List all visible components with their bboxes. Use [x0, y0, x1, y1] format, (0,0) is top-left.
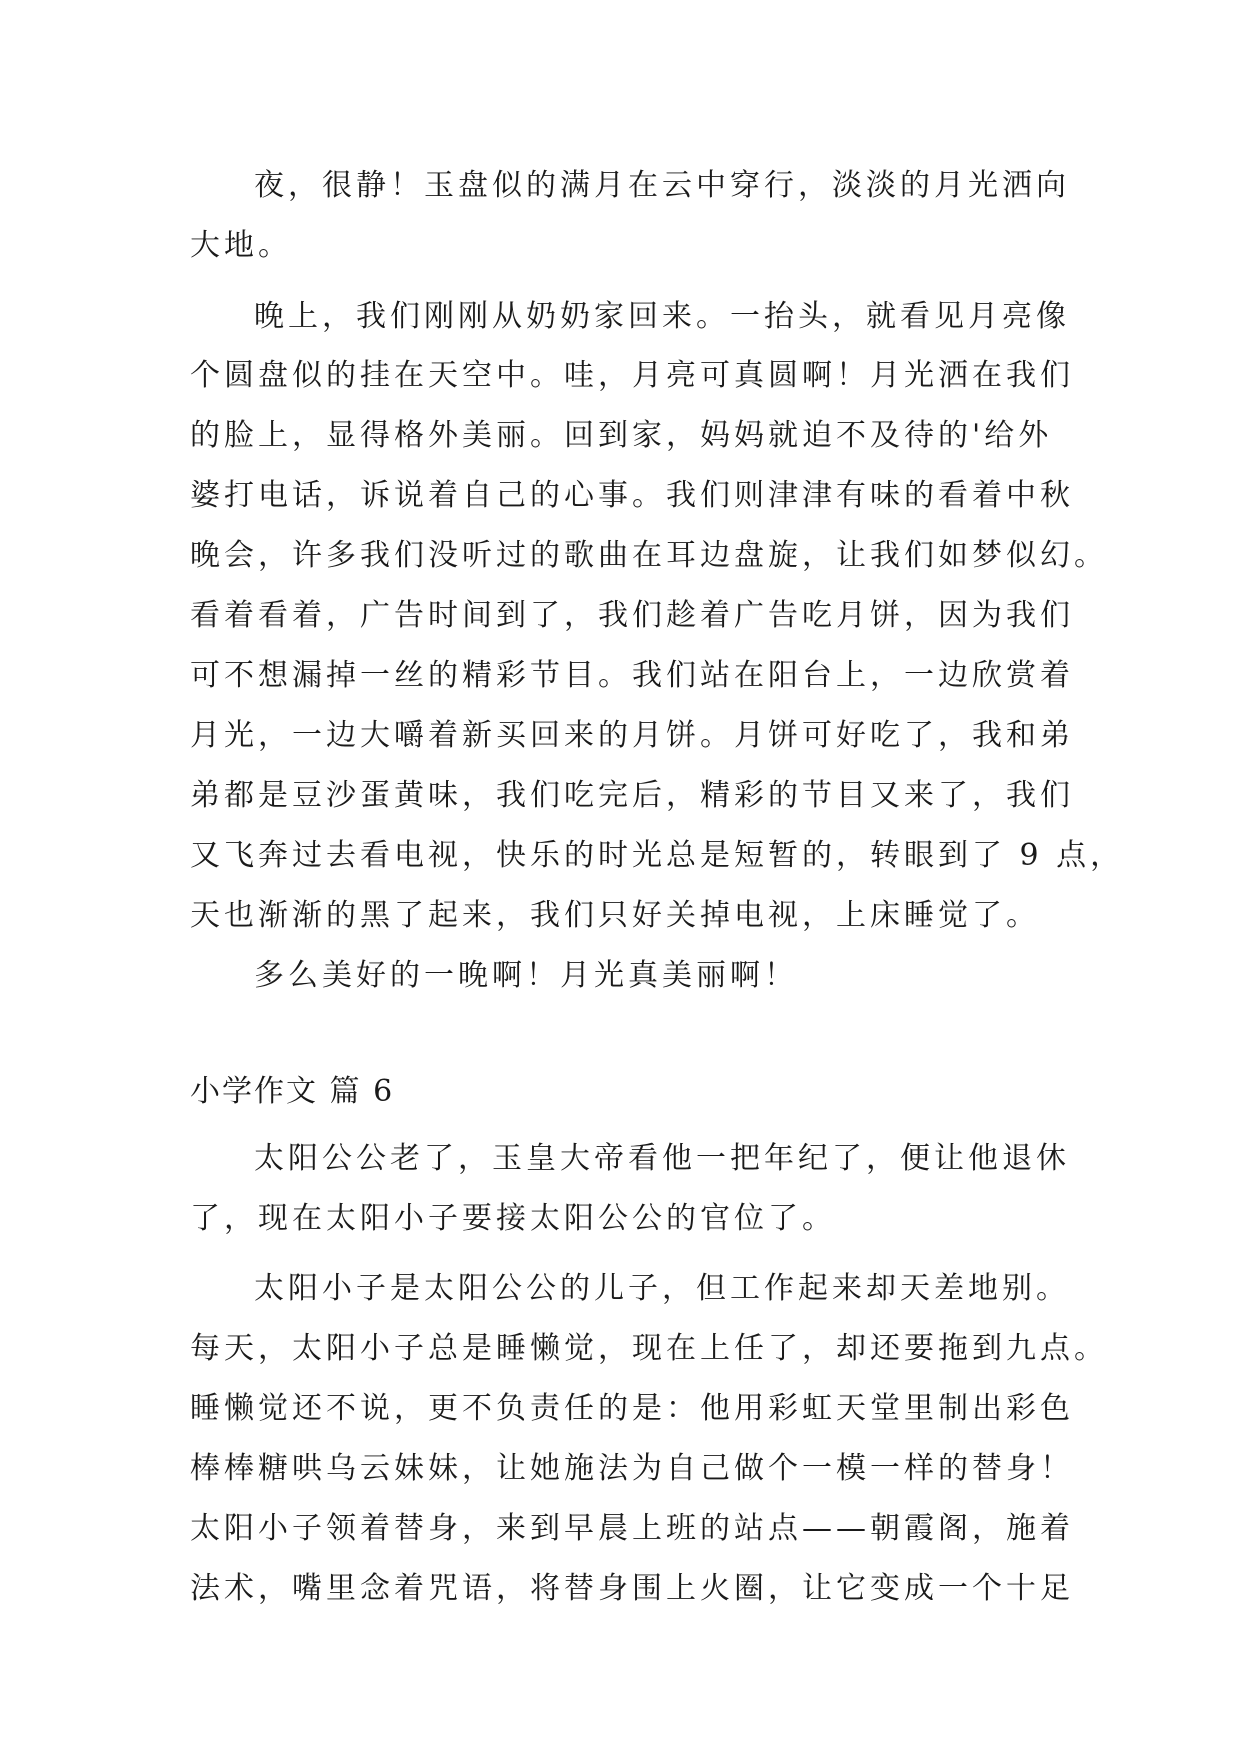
paragraph-line: 太阳小子领着替身，来到早晨上班的站点——朝霞阁，施着	[190, 1511, 1074, 1546]
paragraph-line: 可不想漏掉一丝的精彩节目。我们站在阳台上，一边欣赏着	[190, 658, 1074, 693]
paragraph-line: 夜，很静！玉盘似的满月在云中穿行，淡淡的月光洒向	[254, 168, 1070, 203]
paragraph-line: 弟都是豆沙蛋黄味，我们吃完后，精彩的节目又来了，我们	[190, 778, 1074, 813]
paragraph-line: 每天，太阳小子总是睡懒觉，现在上任了，却还要拖到九点。	[190, 1331, 1108, 1366]
paragraph-line: 了，现在太阳小子要接太阳公公的官位了。	[190, 1201, 836, 1236]
paragraph-line: 多么美好的一晚啊！月光真美丽啊！	[254, 958, 798, 993]
paragraph-line: 的脸上，显得格外美丽。回到家，妈妈就迫不及待的'给外	[190, 418, 1053, 453]
paragraph-line: 大地。	[190, 228, 292, 263]
paragraph-line: 法术，嘴里念着咒语，将替身围上火圈，让它变成一个十足	[190, 1571, 1074, 1606]
paragraph-line: 婆打电话，诉说着自己的心事。我们则津津有味的看着中秋	[190, 478, 1074, 513]
paragraph-line: 晚上，我们刚刚从奶奶家回来。一抬头，就看见月亮像	[254, 299, 1070, 334]
paragraph-line: 天也渐渐的黑了起来，我们只好关掉电视，上床睡觉了。	[190, 898, 1040, 933]
paragraph-line: 棒棒糖哄乌云妹妹，让她施法为自己做个一模一样的替身！	[190, 1451, 1074, 1486]
paragraph-line: 睡懒觉还不说，更不负责任的是：他用彩虹天堂里制出彩色	[190, 1391, 1074, 1426]
paragraph-line: 个圆盘似的挂在天空中。哇，月亮可真圆啊！月光洒在我们	[190, 358, 1074, 393]
paragraph-line: 看着看着，广告时间到了，我们趁着广告吃月饼，因为我们	[190, 598, 1074, 633]
paragraph-line: 月光，一边大嚼着新买回来的月饼。月饼可好吃了，我和弟	[190, 718, 1074, 753]
paragraph-line: 太阳公公老了，玉皇大帝看他一把年纪了，便让他退休	[254, 1141, 1070, 1176]
section-heading: 小学作文 篇 6	[190, 1074, 395, 1109]
paragraph-line: 太阳小子是太阳公公的儿子，但工作起来却天差地别。	[254, 1271, 1070, 1306]
paragraph-line: 又飞奔过去看电视，快乐的时光总是短暂的，转眼到了 9 点，	[190, 838, 1125, 873]
paragraph-line: 晚会，许多我们没听过的歌曲在耳边盘旋，让我们如梦似幻。	[190, 538, 1108, 573]
